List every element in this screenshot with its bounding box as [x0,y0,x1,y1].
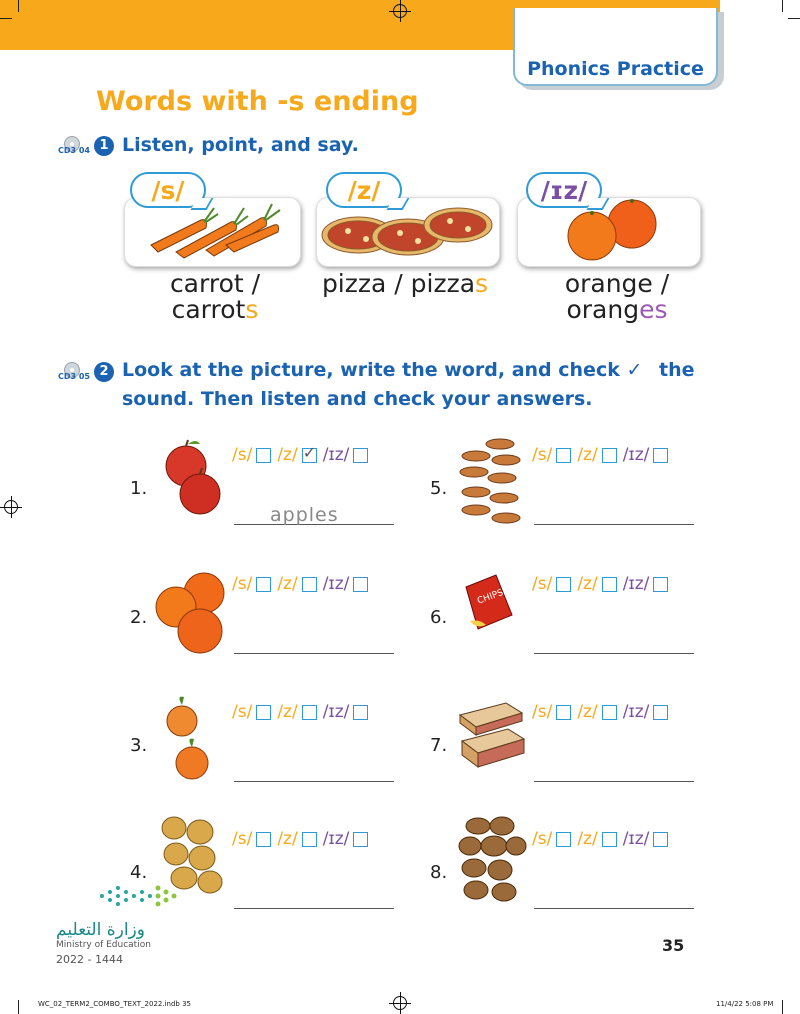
sound-label-s: /s/ [532,574,553,594]
sound-bubble-s: /s/ [130,172,206,208]
sound-label-z: /z/ [577,702,598,722]
exercise2-instruction: Look at the picture, write the word, and check ✓ the sound. Then listen and check your answers. [122,359,695,410]
answer-line[interactable] [534,524,694,525]
answer-line[interactable] [234,653,394,654]
word-orange: orange / oranges [564,269,670,324]
checkbox-z[interactable] [602,448,617,463]
item-number: 8. [430,862,448,883]
sound-options [232,445,374,465]
sandwiches-image [456,695,536,785]
sound-label-z: /z/ [577,445,598,465]
sound-label-iz: /ɪz/ [322,445,350,465]
potatoes-image [456,814,536,904]
answer-text: apples [270,504,339,526]
item-number: 5. [430,478,448,499]
sound-options [232,829,374,849]
sound-label-iz: /ɪz/ [322,702,350,722]
oranges-image [156,569,236,659]
sound-label-s: /s/ [232,574,253,594]
carrots-image [146,200,286,260]
crop-mark [782,0,783,12]
page-number: 35 [662,936,685,955]
apples-image [156,438,236,528]
checkbox-iz[interactable] [353,832,368,847]
ministry-logo [96,878,176,914]
checkbox-z[interactable] [602,577,617,592]
registration-mark-top [393,4,407,18]
date-info: 11/4/22 5:08 PM [716,1000,774,1008]
sound-options [532,574,674,594]
item-number: 2. [130,607,148,628]
sound-label-iz: /ɪz/ [622,445,650,465]
answer-line[interactable] [534,908,694,909]
svg-text:CHIPS: CHIPS [476,587,505,607]
cd-icon[interactable]: CD3 05 [58,362,84,382]
checkbox-s[interactable] [556,448,571,463]
checkbox-s[interactable] [556,705,571,720]
checkbox-z[interactable] [602,705,617,720]
page-title: Words with -s ending [96,86,419,117]
checkbox-iz[interactable] [353,448,368,463]
word-pizza: pizza / pizzas [321,269,489,298]
sound-label-s: /s/ [232,445,253,465]
checkbox-iz[interactable] [653,577,668,592]
checkbox-iz[interactable] [653,705,668,720]
cd-icon[interactable]: CD3 04 [58,136,84,156]
file-info: WC_02_TERM2_COMBO_TEXT_2022.indb 35 [38,1000,191,1008]
sound-label-s: /s/ [532,702,553,722]
ministry-arabic: وزارة التعليم [56,920,145,940]
sound-label-s: /s/ [532,445,553,465]
checkbox-s[interactable] [256,577,271,592]
sound-label-s: /s/ [532,829,553,849]
pizzas-image [318,205,498,260]
item-number: 7. [430,735,448,756]
sound-options [532,829,674,849]
cookies-image [456,438,536,528]
sound-label-z: /z/ [277,445,298,465]
answer-line[interactable] [534,653,694,654]
answer-line[interactable] [534,781,694,782]
sound-label-s: /s/ [232,829,253,849]
sound-options [232,702,374,722]
section-tab-label: Phonics Practice [527,58,704,80]
exercise1-instruction: Listen, point, and say. [122,134,359,156]
checkbox-s[interactable] [556,577,571,592]
item-number: 4. [130,862,148,883]
ministry-english: Ministry of Education [56,940,151,950]
sound-bubble-iz: /ɪz/ [526,172,602,208]
checkbox-s[interactable] [256,448,271,463]
sound-label-iz: /ɪz/ [622,702,650,722]
checkbox-s[interactable] [556,832,571,847]
sound-label-iz: /ɪz/ [322,574,350,594]
sound-options [532,445,674,465]
sound-label-iz: /ɪz/ [322,829,350,849]
sound-label-z: /z/ [577,829,598,849]
item-number: 6. [430,607,448,628]
checkbox-z[interactable] [602,832,617,847]
checkbox-s[interactable] [256,832,271,847]
checkbox-iz[interactable] [353,705,368,720]
crop-mark [0,18,12,19]
registration-mark-bottom [393,996,407,1010]
sound-label-z: /z/ [577,574,598,594]
word-carrot: carrot / carrots [169,269,261,324]
sound-label-s: /s/ [232,702,253,722]
sound-label-z: /z/ [277,702,298,722]
answer-line[interactable] [234,781,394,782]
exercise-number: 1 [94,136,114,156]
sound-options [532,702,674,722]
checkbox-z[interactable] [302,832,317,847]
checkbox-iz[interactable] [653,832,668,847]
sound-label-z: /z/ [277,829,298,849]
registration-mark-left [4,500,18,514]
sound-label-iz: /ɪz/ [622,829,650,849]
sound-options [232,574,374,594]
checkbox-z[interactable] [302,577,317,592]
peaches-image [156,693,236,783]
crop-mark [18,1000,19,1014]
checkbox-z[interactable] [302,448,317,463]
checkbox-z[interactable] [302,705,317,720]
answer-line[interactable] [234,908,394,909]
crop-mark [782,1000,783,1014]
sound-bubble-z: /z/ [326,172,402,208]
checkbox-s[interactable] [256,705,271,720]
item-number: 3. [130,735,148,756]
item-number: 1. [130,478,148,499]
ministry-year: 2022 - 1444 [56,953,123,966]
crop-mark [788,18,800,19]
check-icon: ✓ [626,359,643,381]
crop-mark [18,0,19,12]
exercise-number: 2 [94,362,114,382]
section-tab [513,8,718,86]
checkbox-iz[interactable] [653,448,668,463]
checkbox-iz[interactable] [353,577,368,592]
chips-image [456,567,536,657]
sound-label-iz: /ɪz/ [622,574,650,594]
sound-label-z: /z/ [277,574,298,594]
